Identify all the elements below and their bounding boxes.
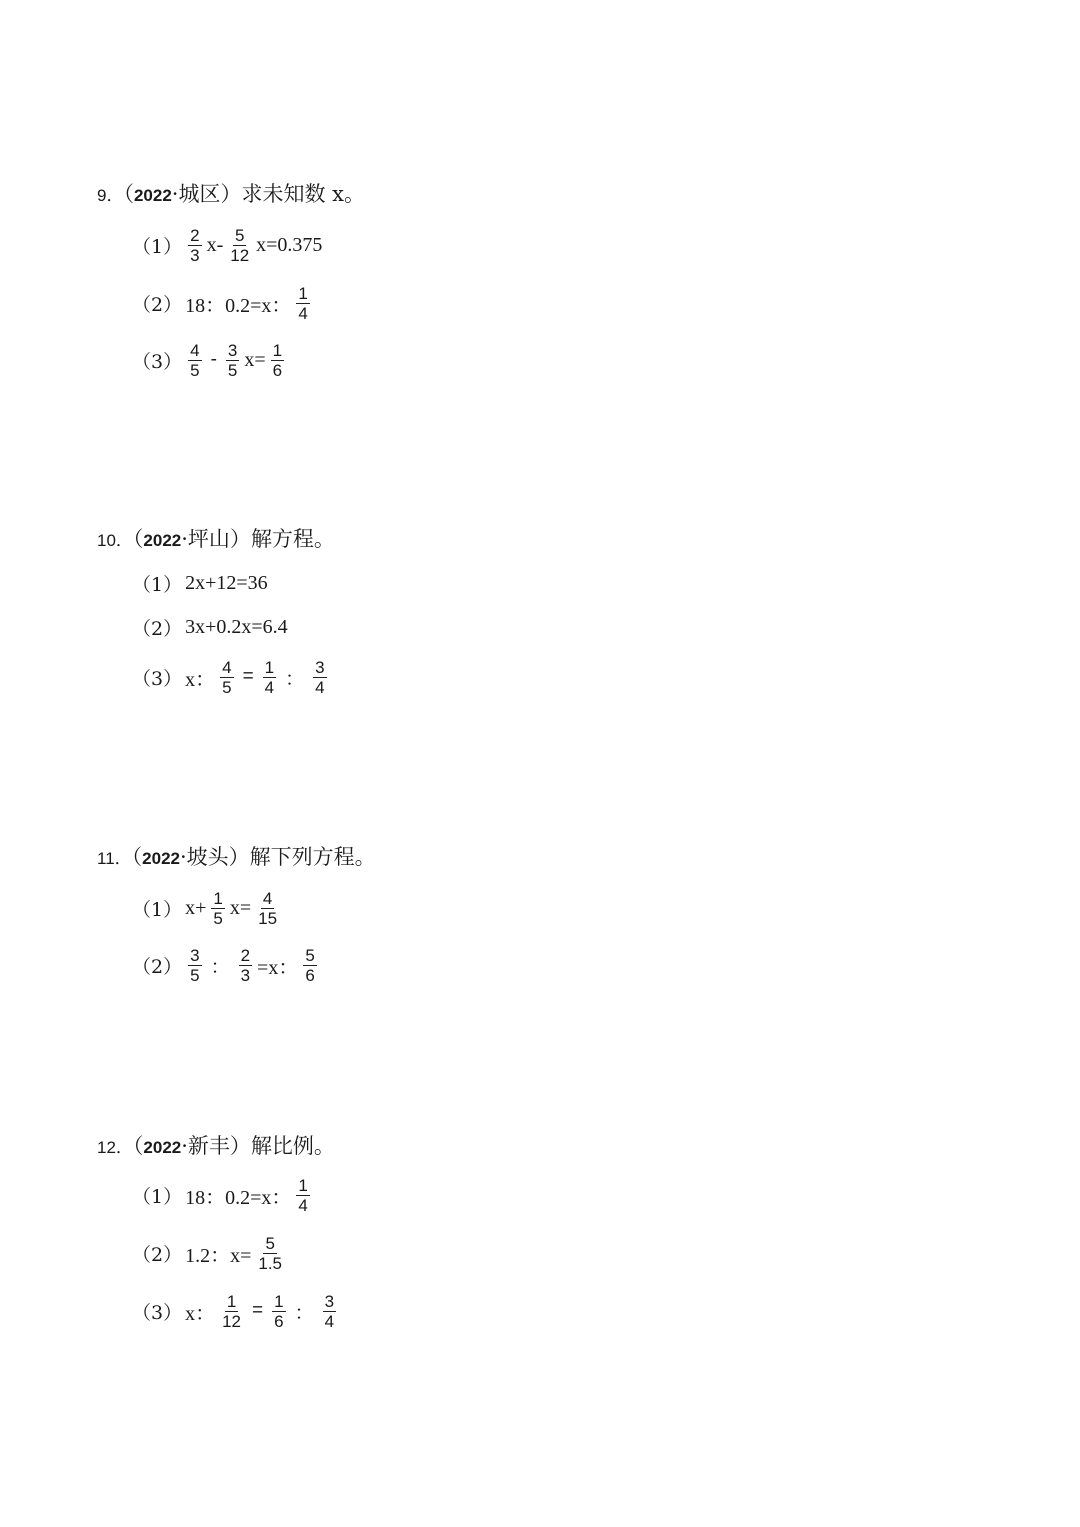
equation-line xyxy=(132,1289,340,1333)
fraction-denominator: 5 xyxy=(227,360,238,380)
problem-instruction: 解下列方程。 xyxy=(249,845,376,869)
equation-text: 2x+12=36 xyxy=(185,571,268,594)
equation-index: （3） xyxy=(132,1301,183,1324)
equation-text: x： xyxy=(185,1302,216,1325)
fraction-numerator: 1 xyxy=(213,888,223,908)
fraction xyxy=(263,659,276,696)
fraction-numerator: 5 xyxy=(265,1233,275,1253)
source-year: 2022 xyxy=(143,1138,182,1157)
source-region: ·坪山） xyxy=(181,527,251,551)
equation-line xyxy=(132,605,289,649)
equation-text: x= xyxy=(244,348,266,371)
fraction-denominator: 5 xyxy=(213,908,223,928)
equation-index: （1） xyxy=(132,1185,183,1208)
fraction-numerator: 3 xyxy=(227,340,238,360)
fraction-denominator: 5 xyxy=(222,677,232,697)
equation-line xyxy=(132,655,331,699)
source-open-paren: （ xyxy=(132,1134,144,1158)
fraction-denominator: 12 xyxy=(230,245,250,265)
source-open-paren: （ xyxy=(131,845,143,869)
source-open-paren: （ xyxy=(132,527,144,551)
fraction-denominator: 4 xyxy=(298,303,308,323)
fraction-denominator: 3 xyxy=(240,965,251,985)
equation-line xyxy=(132,1173,314,1217)
fraction xyxy=(256,1235,284,1272)
equation-text: 18：0.2=x： xyxy=(185,294,292,317)
fraction-denominator: 4 xyxy=(298,1195,308,1215)
problem-title xyxy=(97,180,365,210)
equation-line xyxy=(132,338,288,382)
fraction-numerator: 1 xyxy=(298,283,308,303)
equation-index: （1） xyxy=(132,235,183,258)
equation-line xyxy=(132,561,269,605)
problem-number: 11． xyxy=(97,849,132,868)
fraction-numerator: 4 xyxy=(222,657,232,677)
source-region: ·城区） xyxy=(171,182,242,206)
equation-index: （2） xyxy=(132,955,183,978)
source-year: 2022 xyxy=(142,849,180,868)
source-year: 2022 xyxy=(133,186,172,205)
equation-text: 18：0.2=x： xyxy=(185,1186,292,1209)
fraction xyxy=(220,1293,243,1330)
problem-title xyxy=(97,1132,335,1162)
fraction-denominator: 4 xyxy=(324,1311,335,1331)
fraction-denominator: 6 xyxy=(305,965,315,985)
equation-line xyxy=(132,943,321,987)
fraction-numerator: 1 xyxy=(264,657,275,677)
problem-title xyxy=(97,525,335,555)
fraction-denominator: 4 xyxy=(315,677,325,697)
equation-text: 3x+0.2x=6.4 xyxy=(185,615,288,638)
equation-operator: ： xyxy=(294,1302,314,1324)
fraction-numerator: 1 xyxy=(226,1291,237,1311)
fraction-denominator: 4 xyxy=(264,677,275,697)
problem-number: 9． xyxy=(97,186,124,205)
fraction-denominator: 1.5 xyxy=(258,1253,283,1273)
fraction xyxy=(323,1293,336,1330)
fraction xyxy=(271,342,284,379)
fraction-denominator: 5 xyxy=(190,360,200,380)
fraction-numerator: 2 xyxy=(240,945,251,965)
equation-index: （3） xyxy=(132,350,183,373)
fraction xyxy=(313,659,326,696)
fraction xyxy=(188,342,201,379)
fraction xyxy=(272,1293,285,1330)
equation-text: x： xyxy=(185,668,216,691)
fraction-numerator: 4 xyxy=(262,888,273,908)
problem-instruction: 求未知数 x。 xyxy=(241,182,366,206)
equation-index: （2） xyxy=(132,617,183,640)
equation-line xyxy=(132,886,283,930)
fraction xyxy=(211,890,224,927)
equation-text: x+ xyxy=(185,896,207,919)
fraction-denominator: 6 xyxy=(274,1311,284,1331)
fraction xyxy=(296,1177,309,1214)
problem-instruction: 解方程。 xyxy=(250,527,335,551)
problem-number: 10． xyxy=(97,531,133,550)
fraction xyxy=(220,659,233,696)
equation-operator: = xyxy=(242,666,254,687)
equation-text: x- xyxy=(206,233,224,256)
fraction-denominator: 15 xyxy=(258,908,278,928)
equation-index: （3） xyxy=(132,667,183,690)
fraction-numerator: 5 xyxy=(234,225,245,245)
fraction xyxy=(303,947,316,984)
equation-line xyxy=(132,223,323,267)
fraction-denominator: 3 xyxy=(190,245,200,265)
equation-index: （1） xyxy=(132,898,183,921)
fraction-numerator: 3 xyxy=(324,1291,335,1311)
equation-text: =x： xyxy=(257,956,299,979)
equation-text: x=0.375 xyxy=(256,233,323,256)
problem-number: 12． xyxy=(97,1138,133,1157)
fraction xyxy=(188,947,201,984)
fraction-numerator: 1 xyxy=(298,1175,308,1195)
source-region: ·坡头） xyxy=(179,845,250,869)
source-region: ·新丰） xyxy=(181,1134,251,1158)
equation-index: （2） xyxy=(132,1243,183,1266)
equation-operator: = xyxy=(252,1300,264,1321)
fraction-numerator: 3 xyxy=(315,657,325,677)
equation-line xyxy=(132,1231,288,1275)
fraction-denominator: 5 xyxy=(190,965,200,985)
fraction-denominator: 12 xyxy=(222,1311,242,1331)
equation-line xyxy=(132,281,314,325)
fraction-numerator: 2 xyxy=(190,225,200,245)
source-open-paren: （ xyxy=(123,182,134,206)
fraction xyxy=(239,947,252,984)
equation-operator: ： xyxy=(285,668,305,690)
fraction xyxy=(228,227,251,264)
fraction xyxy=(256,890,279,927)
equation-index: （1） xyxy=(132,573,183,596)
fraction xyxy=(296,285,309,322)
problem-instruction: 解比例。 xyxy=(250,1134,335,1158)
problem-title xyxy=(97,843,376,873)
fraction-numerator: 4 xyxy=(190,340,200,360)
equation-operator: - xyxy=(210,349,217,370)
fraction xyxy=(226,342,239,379)
fraction-numerator: 3 xyxy=(190,945,200,965)
equation-operator: ： xyxy=(210,956,230,978)
source-year: 2022 xyxy=(143,531,182,550)
fraction-denominator: 6 xyxy=(272,360,283,380)
fraction-numerator: 5 xyxy=(305,945,315,965)
equation-text: x= xyxy=(229,896,252,919)
fraction-numerator: 1 xyxy=(274,1291,284,1311)
equation-index: （2） xyxy=(132,293,183,316)
equation-text: 1.2：x= xyxy=(185,1244,252,1267)
fraction xyxy=(188,227,201,264)
fraction-numerator: 1 xyxy=(272,340,283,360)
